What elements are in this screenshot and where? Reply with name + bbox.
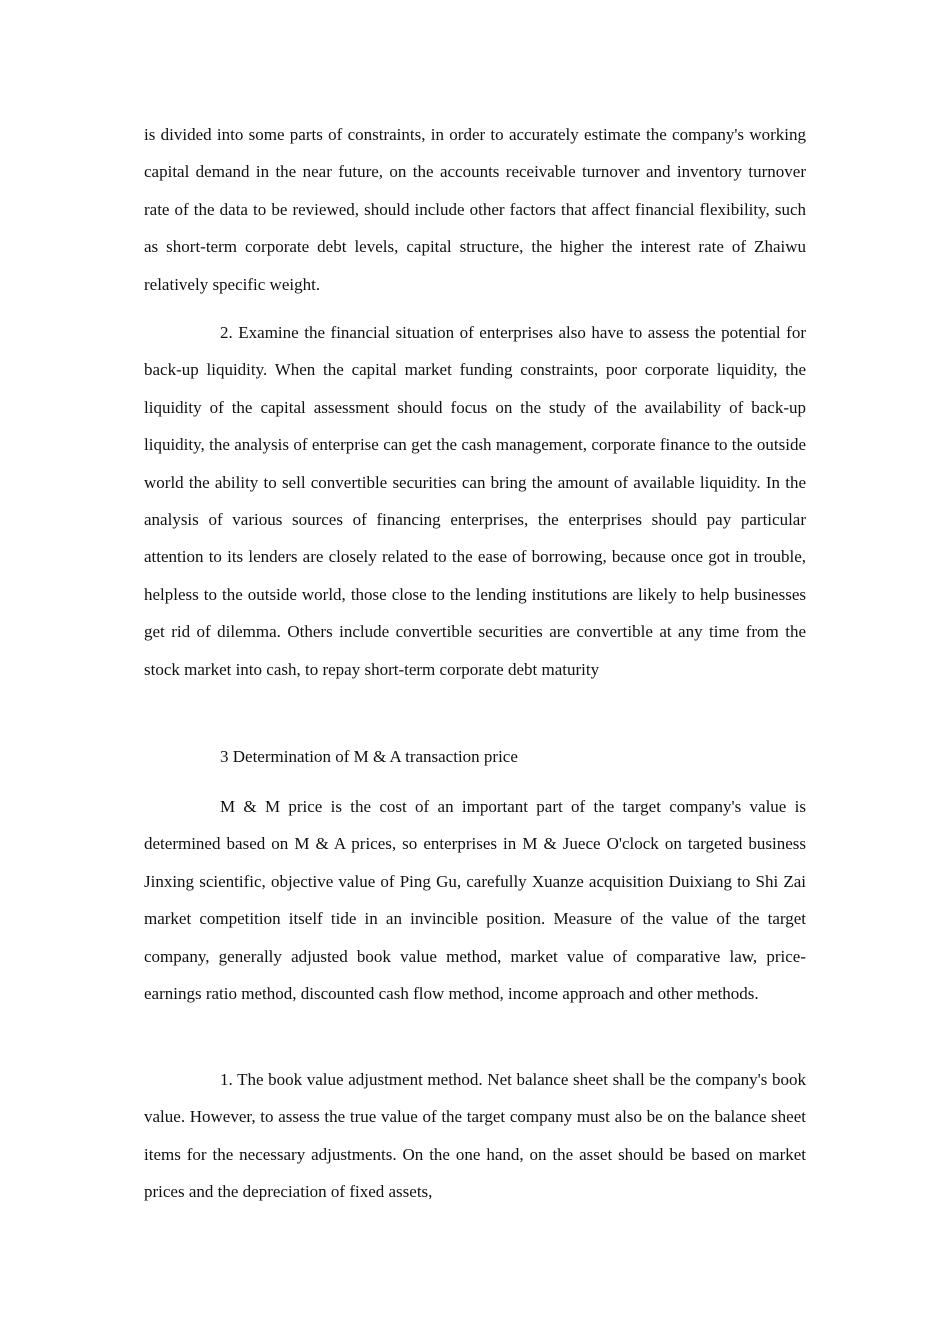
section-heading: 3 Determination of M & A transaction price [220, 747, 518, 766]
paragraph-backup-liquidity: 2. Examine the financial situation of enterprises also have to assess the potential for back-up liquidity. When the capital market funding constraints, poor corporate liquidity, the liquidity of the capital assessment should focus on the study of the availability of back-up liquidity, the analysis of enterprise can get the cash management, corporate finance to the outside world the ability to sell convertible securities can bring the amount of available liquidity. In the analysis of various sources of financing enterprises, the enterprises should pay particular attention to its lenders are closely related to the ease of borrowing, because once got in trouble, helpless to the outside world, those close to the lending institutions are likely to help businesses get rid of dilemma. Others include convertible securities are convertible at any time from the stock market into cash, to repay short-term corporate debt maturity [144, 323, 806, 679]
paragraph-target-value: M & M price is the cost of an important part of the target company's value is determined based on M & A prices, so enterprises in M & Juece O'clock on targeted business Jinxing scientific, objective value of Ping Gu, carefully Xuanze acquisition Duixiang to Shi Zai market competition itself tide in an invincible position. Measure of the value of the target company, generally adjusted book value method, market value of comparative law, price-earnings ratio method, discounted cash flow method, income approach and other methods. [144, 797, 806, 1004]
paragraph-continuation: is divided into some parts of constraints, in order to accurately estimate the company's working capital demand in the near future, on the accounts receivable turnover and inventory turnover rate of the data to be reviewed, should include other factors that affect financial flexibility, such as short-term corporate debt levels, capital structure, the higher the interest rate of Zhaiwu relatively specific weight. [144, 125, 806, 294]
paragraph-book-value-method: 1. The book value adjustment method. Net balance sheet shall be the company's book value. However, to assess the true value of the target company must also be on the balance sheet items for the necessary adjustments. On the one hand, on the asset should be based on market prices and the depreciation of fixed assets, [144, 1070, 806, 1202]
